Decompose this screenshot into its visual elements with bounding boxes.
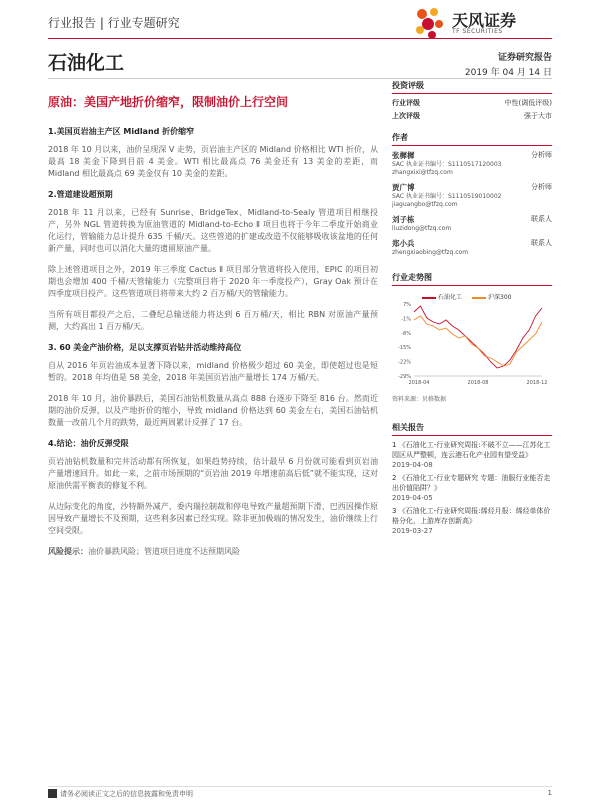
paragraph: 2018 年 11 月以来，已经有 Sunrise、BridgeTex、Midland-to-Sealy 管道项目相继投产，另外 NGL 管道转换为原油管道的 Midland-to-Echo Ⅱ 项目也将于今年二季度开始商业化运行，管输能力总计提升 635 千桶/天。这些管道的扩建或改造不仅能够吸收该盆地的任何新产量，同时也可以消化大量的遗留原油产量。	[48, 208, 378, 253]
chart-source: 资料来源：贝格数据	[392, 396, 447, 403]
x-tick-label: 2018-04	[408, 380, 430, 386]
author-role: 分析师	[531, 183, 552, 191]
chart-title: 行业走势图	[392, 272, 552, 286]
series-line-hs300	[414, 316, 542, 366]
logo-mark-icon	[412, 6, 446, 40]
author-name: 张樨樨	[392, 151, 415, 160]
sector-title: 石油化工	[48, 52, 125, 74]
author-email[interactable]: zhangxixi@tfzq.com	[392, 169, 453, 176]
related-report-item[interactable]	[392, 506, 552, 536]
related-reports	[392, 422, 552, 539]
paragraph: 自从 2016 年页岩油成本显著下降以来，midland 价格极少超过 60 美金，即使超过也是短暂的。2018 年均值是 58 美金，2018 年美国页岩油产量增长 174 万桶/天。	[48, 361, 378, 382]
industry-trend-chart	[392, 272, 552, 412]
related-report-title: 1 《石油化工-行业研究周报:不破不立——江苏化工园区从严整顿，连云港石化产业园有望受益》	[392, 441, 551, 459]
page-number: 1	[547, 789, 552, 797]
y-tick-label: -15%	[398, 345, 411, 352]
chart-plot	[392, 294, 552, 394]
series-line-petrochem	[414, 306, 542, 368]
legend-label: 沪深300	[488, 294, 512, 301]
breadcrumb: 行业报告 | 行业专题研究	[48, 16, 180, 30]
section-heading: 2.管道建设超预期	[48, 190, 113, 199]
industry-rating-row	[392, 98, 552, 108]
report-type: 证券研究报告	[497, 53, 552, 63]
y-tick-label: -8%	[401, 330, 411, 337]
company-logo	[412, 6, 552, 40]
related-report-date: 2019-03-27	[392, 527, 433, 535]
y-tick-label: 7%	[403, 302, 411, 308]
authors-heading: 作者	[392, 132, 552, 146]
header-divider	[48, 38, 552, 39]
author-name: 贾广博	[392, 183, 415, 192]
paragraph: 当所有项目都投产之后，二叠纪总输送能力将达到 6 百万桶/天，相比 RBN 对原油产量预测，大约高出 1 百万桶/天。	[48, 310, 378, 331]
risk-text: 油价暴跌风险；管道项目进度不达预期风险	[88, 547, 240, 556]
author-role: 分析师	[531, 151, 552, 159]
related-report-date: 2019-04-08	[392, 461, 433, 469]
section-heading: 1.美国页岩油主产区 Midland 折价缩窄	[48, 127, 195, 136]
author-email[interactable]: liuzidong@tfzq.com	[392, 225, 452, 232]
paragraph: 2018 年 10 月，油价暴跌后，美国石油钻机数量从高点 888 台逐步下降至 816 台。然而近期的油价反弹，以及产地折价的缩小，导致 midland 价格达到 60 美金左右，美国石油钻机数量一改前几个月的跌势，最近两周累计反弹了 17 台。	[48, 394, 378, 427]
related-report-title: 2 《石油化工-行业专题研究 专题：油服行业能否走出价值陷阱？》	[392, 474, 551, 492]
sidebar	[392, 80, 552, 262]
author-email[interactable]: zhengxiaobing@tfzq.com	[392, 249, 469, 256]
prev-rating-value: 强于大市	[524, 112, 552, 120]
title-divider	[48, 78, 552, 79]
paragraph: 2018 年 10 月以来，油价呈现深 V 走势，页岩油主产区的 Midland 价格相比 WTI 折价，从最高 18 美金下降到目前 4 美金。WTI 相比最高点 76 美金还有 13 美金的差距，而 Midland 相比最高点 69 美金仅有 10 美金的差距。	[48, 145, 378, 178]
main-body	[48, 126, 378, 567]
paragraph: 页岩油钻机数量和完井活动都有所恢复，如果趋势持续，估计最早 6 月份就可能看到页岩油产量增速回升。如此一来，之前市场预期的“页岩油 2019 年增速前高后低”就不能实现，这对原油供需平衡表的修复不利。	[48, 457, 378, 490]
footer-divider	[48, 786, 552, 787]
author-role: 联系人	[531, 215, 552, 223]
x-tick-label: 2018-12	[526, 380, 548, 386]
author-entry	[392, 150, 552, 177]
author-sac: SAC 执业证书编号：S1110517120003	[392, 161, 502, 168]
legend-label: 石油化工	[438, 294, 463, 301]
author-entry	[392, 238, 552, 257]
logo-text-en: TF SECURITIES	[452, 28, 503, 35]
risk-heading: 风险提示：	[48, 547, 88, 556]
y-tick-label: -22%	[398, 359, 411, 366]
author-sac: SAC 执业证书编号：S1110519010002	[392, 193, 502, 200]
author-email[interactable]: jiaguangbo@tfzq.com	[392, 201, 458, 208]
related-report-title: 3 《石油化工-行业研究周报:烯烃月报：烯烃单体价格分化，上游库存创新高》	[392, 507, 551, 525]
section-heading: 3. 60 美金产油价格，足以支撑页岩钻井活动维持高位	[48, 343, 242, 352]
related-report-item[interactable]	[392, 440, 552, 470]
qr-code-icon	[48, 789, 57, 798]
logo-text-cn: 天风证券	[452, 11, 517, 30]
report-subtitle: 原油：美国产地折价缩窄，限制油价上行空间	[48, 95, 289, 109]
related-heading: 相关报告	[392, 422, 552, 436]
prev-rating-row	[392, 111, 552, 121]
paragraph: 除上述管道项目之外，2019 年三季度 Cactus Ⅱ 项目部分管道将投入使用，EPIC 的项目初期也会增加 400 千桶/天管输能力（完整项目将于 2020 年一季度投产），Gray Oak 预计在四季度项目投产。这些管道项目将带来大约 2 百万桶/天的管输能力。	[48, 265, 378, 298]
section-heading: 4.结论：油价反弹受限	[48, 439, 129, 448]
y-tick-label: -29%	[398, 374, 411, 380]
related-report-item[interactable]	[392, 473, 552, 503]
paragraph: 从边际变化的角度，沙特额外减产、委内瑞拉制裁和停电导致产量超预期下滑、巴西因操作原因导致产量增长不及预期，这些利多因素已经实现。除非更加极端的情况发生，油价继续上行空间受限。	[48, 502, 378, 535]
y-tick-label: -1%	[401, 316, 411, 323]
author-entry	[392, 182, 552, 209]
industry-rating-value: 中性(调低评级)	[504, 99, 552, 107]
related-report-date: 2019-04-05	[392, 494, 433, 502]
prev-rating-label: 上次评级	[392, 112, 420, 120]
author-entry	[392, 214, 552, 233]
x-tick-label: 2018-08	[467, 380, 489, 386]
author-name: 刘子栋	[392, 215, 415, 224]
author-name: 郑小兵	[392, 239, 415, 248]
risk-warning	[48, 546, 378, 558]
disclaimer-text: 请务必阅读正文之后的信息披露和免责申明	[60, 790, 193, 798]
author-role: 联系人	[531, 239, 552, 247]
rating-heading: 投资评级	[392, 80, 552, 94]
report-date: 2019 年 04 月 14 日	[464, 68, 552, 78]
industry-rating-label: 行业评级	[392, 99, 420, 107]
